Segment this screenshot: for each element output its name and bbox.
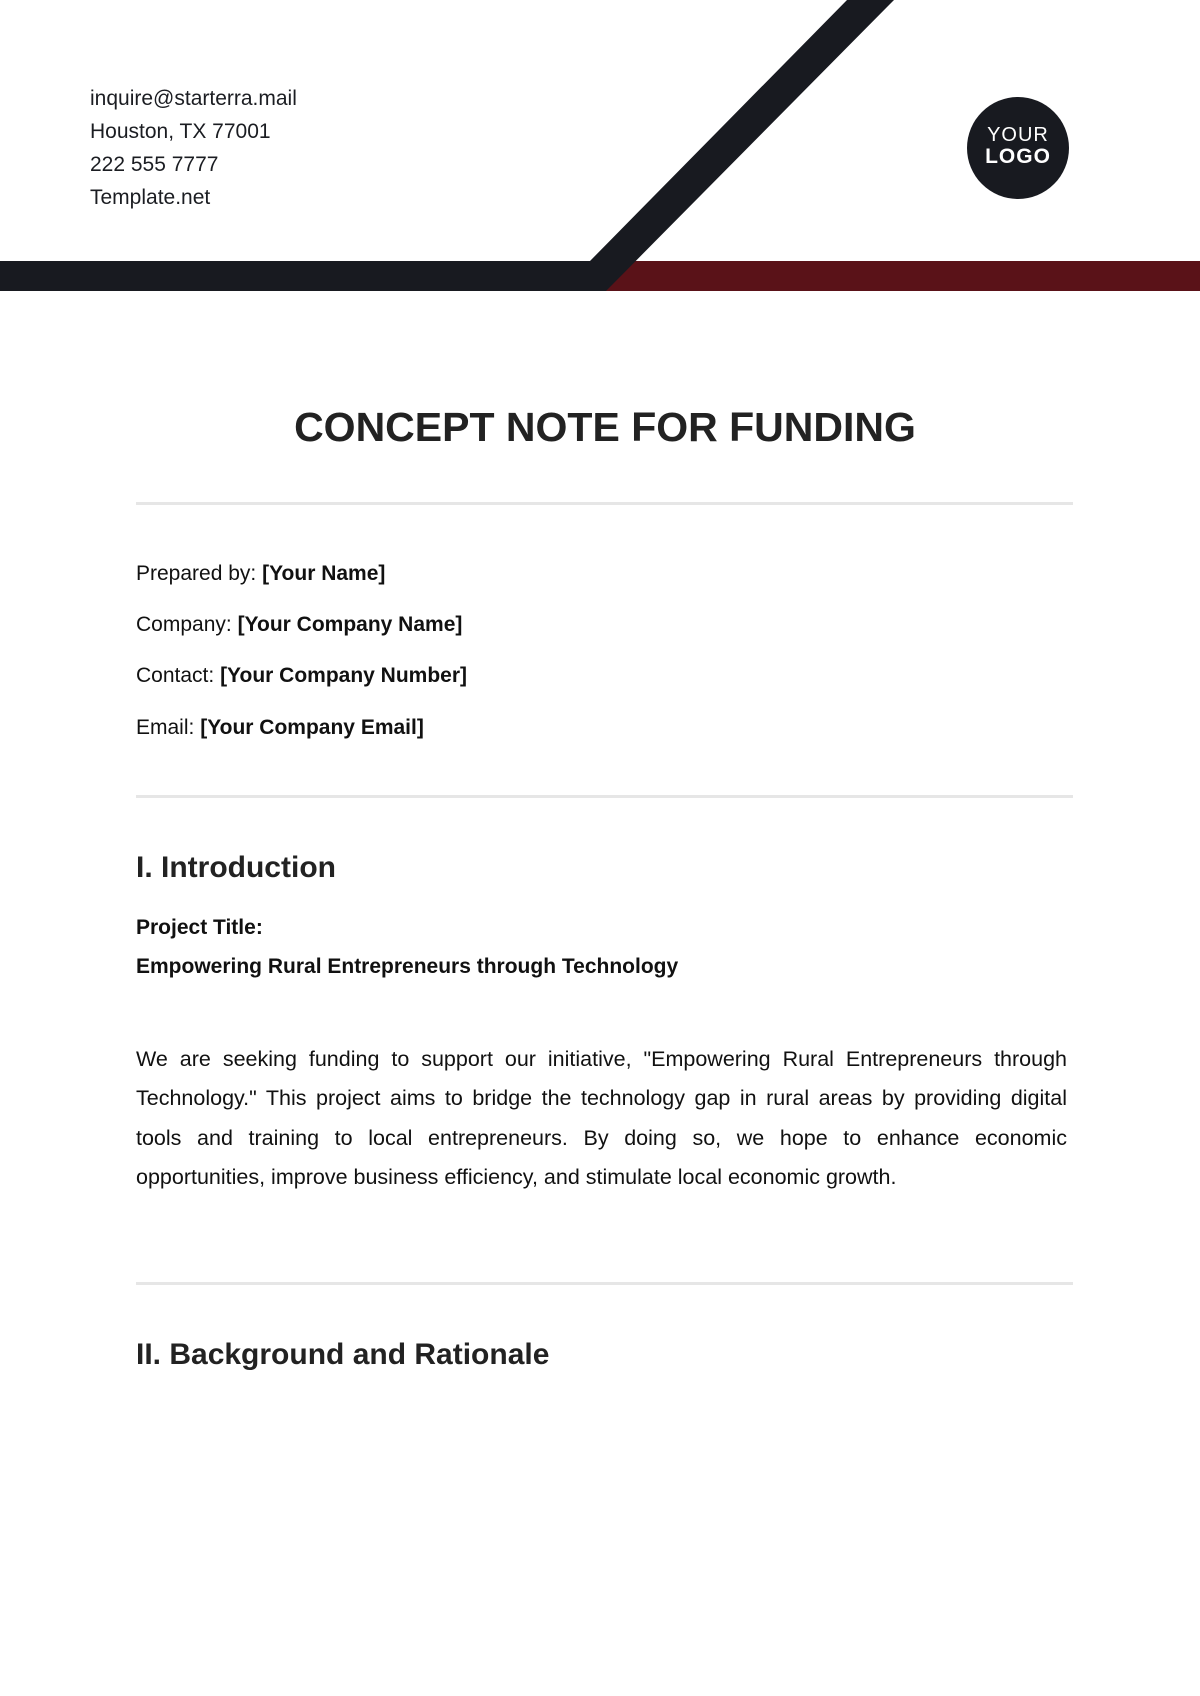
section-heading-introduction: I. Introduction <box>136 851 336 884</box>
contact-website: Template.net <box>90 186 211 209</box>
divider <box>136 502 1073 505</box>
contact-address: Houston, TX 77001 <box>90 120 271 143</box>
field-value: [Your Company Number] <box>220 664 468 687</box>
field-company <box>136 613 462 637</box>
field-value: [Your Company Email] <box>200 716 424 739</box>
field-value: [Your Name] <box>262 562 386 585</box>
logo-line-2: LOGO <box>985 145 1051 168</box>
field-label: Contact: <box>136 664 215 687</box>
field-label: Email: <box>136 716 195 739</box>
field-prepared-by <box>136 562 385 586</box>
divider <box>136 795 1073 798</box>
contact-email: inquire@starterra.mail <box>90 87 297 110</box>
accent-bar <box>590 261 1200 291</box>
company-logo <box>967 97 1069 199</box>
section-heading-background: II. Background and Rationale <box>136 1338 550 1371</box>
contact-phone: 222 555 7777 <box>90 153 219 176</box>
logo-line-1: YOUR <box>987 124 1049 146</box>
page-title: CONCEPT NOTE FOR FUNDING <box>294 404 916 450</box>
field-label: Company: <box>136 613 232 636</box>
field-label: Prepared by: <box>136 562 257 585</box>
project-title-label: Project Title: <box>136 916 263 939</box>
field-email <box>136 716 424 740</box>
introduction-paragraph: We are seeking funding to support our initiative, "Empowering Rural Entrepreneurs through Technology." This project aims to bridge the technology gap in rural areas by providing digital tools and training to local entrepreneurs. By doing so, we hope to enhance economic opportunities, improve business efficiency, and stimulate local economic growth. <box>136 1047 1067 1189</box>
divider <box>136 1282 1073 1285</box>
project-title: Empowering Rural Entrepreneurs through Technology <box>136 955 679 978</box>
field-value: [Your Company Name] <box>237 613 463 636</box>
field-contact <box>136 664 467 688</box>
